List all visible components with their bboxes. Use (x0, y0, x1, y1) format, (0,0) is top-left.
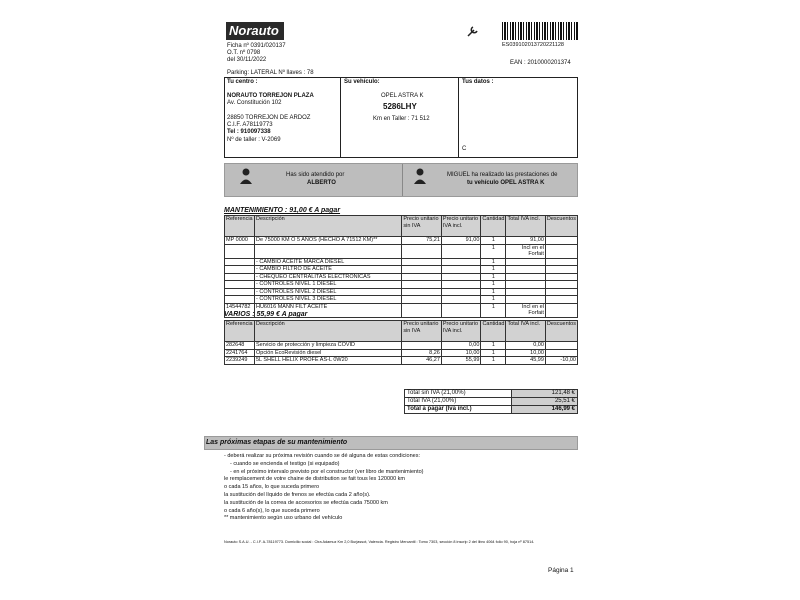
cell-ref: 282648 (225, 342, 255, 350)
table-row (225, 357, 578, 365)
mantenimiento-table (224, 215, 578, 318)
attended-by-label: Has sido atendido por (286, 172, 345, 178)
cell-qty: 1 (481, 303, 506, 317)
cell-total (506, 266, 545, 274)
cell-disc (545, 296, 577, 304)
cell-qty: 1 (481, 357, 506, 365)
cell-qty: 1 (481, 281, 506, 289)
next-steps-title: Las próximas etapas de su mantenimiento (206, 439, 348, 446)
cell-desc: - CAMBIO ACEITE MARCA DIESEL (254, 258, 401, 266)
vehicle-plate: 5286LHY (383, 102, 417, 111)
cell-disc (545, 281, 577, 289)
cell-ref: MP 0000 (225, 237, 255, 245)
mechanic-vehicle: tu vehículo OPEL ASTRA K (467, 180, 545, 186)
cell-disc (545, 273, 577, 281)
cell-p1 (402, 258, 442, 266)
next-step-line: o cada 15 años, lo que suceda primero (224, 484, 320, 491)
varios-table (224, 320, 578, 365)
total-label: Total sin IVA (21,00%) (405, 390, 512, 398)
cell-disc (545, 237, 577, 245)
cell-ref: 2239249 (225, 357, 255, 365)
cell-qty: 1 (481, 349, 506, 357)
datos-partial: C (462, 146, 467, 152)
cell-desc: HU6016 MANN FILT ACEITE (254, 303, 401, 317)
mechanic-label: MIGUEL ha realizado las prestaciones de (447, 172, 558, 178)
cell-disc: -10,00 (545, 357, 577, 365)
next-step-line: - en el próximo intervalo previsto por el constructor (ver libro de mantenimiento) (230, 468, 424, 475)
cell-qty: 1 (481, 273, 506, 281)
cell-total (506, 288, 545, 296)
cell-p2: 0,00 (441, 342, 481, 350)
col-precio-iva: Precio unitario IVA incl. (441, 216, 481, 237)
cell-p1 (402, 244, 442, 258)
barcode-text: ES0391020137202211​28 (502, 42, 564, 48)
cell-desc: - CHEQUEO CENTRALITAS ELECTRÓNICAS (254, 273, 401, 281)
cell-total: Incl en el Forfait (506, 244, 545, 258)
cell-p2 (441, 281, 481, 289)
col-descripcion: Descripción (254, 321, 401, 342)
cell-p1: 75,21 (402, 237, 442, 245)
cell-disc (545, 303, 577, 317)
table-row (225, 244, 578, 258)
next-step-line: o cada 6 año(s), lo que suceda primero (224, 507, 320, 514)
cell-p1 (402, 266, 442, 274)
cell-desc: - CONTROLES NIVEL 1 DIESEL (254, 281, 401, 289)
total-value: 25,51 € (512, 398, 578, 406)
total-row (405, 406, 578, 414)
cell-qty: 1 (481, 266, 506, 274)
cell-p1: 46,27 (402, 357, 442, 365)
col-descuentos: Descuentos (545, 216, 577, 237)
barcode (502, 22, 578, 40)
cell-p2 (441, 273, 481, 281)
cell-total (506, 296, 545, 304)
cell-ref: 14544782 (225, 303, 255, 317)
next-steps-list (224, 453, 424, 523)
cell-total (506, 273, 545, 281)
norauto-logo: Norauto (226, 22, 284, 40)
cell-p1 (402, 296, 442, 304)
col-cantidad: Cantidad (481, 321, 506, 342)
col-descuentos: Descuentos (545, 321, 577, 342)
cell-qty: 1 (481, 244, 506, 258)
datos-title: Tus datos : (462, 79, 494, 85)
cell-p2 (441, 258, 481, 266)
col-cantidad: Cantidad (481, 216, 506, 237)
col-precio-sin-iva: Precio unitario sin IVA (402, 321, 442, 342)
ean-code: EAN : 2010000201374 (510, 60, 571, 66)
table-row (225, 288, 578, 296)
smiley-user-icon (239, 168, 253, 184)
cell-desc: Opción EcoRevisión diesel (254, 349, 401, 357)
table-row (225, 342, 578, 350)
cell-ref (225, 273, 255, 281)
table-row (225, 258, 578, 266)
vehicle-model: OPEL ASTRA K (381, 93, 424, 99)
col-precio-sin-iva: Precio unitario sin IVA (402, 216, 442, 237)
ot-number: O.T. nº 0798 (227, 50, 261, 56)
table-row (225, 237, 578, 245)
cell-disc (545, 349, 577, 357)
centro-name: NORAUTO TORREJON PLAZA (227, 93, 314, 99)
legal-footer: Norauto S.A.U. - C.I.F. A-78119773. Domicilio social : Ctra Adamuz Km 2,0 Burjassot, Valencia. Registro Mercantil : Tomo 7303, sección 8 inscrip 2 del libro 4064 folio 90, hoja nº 87514. (224, 540, 535, 544)
cell-qty: 1 (481, 296, 506, 304)
cell-p1 (402, 288, 442, 296)
total-row (405, 398, 578, 406)
table-row (225, 281, 578, 289)
cell-ref (225, 244, 255, 258)
cell-qty: 1 (481, 288, 506, 296)
next-step-line: - cuando se encienda el testigo (si equipado) (230, 460, 340, 467)
cell-disc (545, 288, 577, 296)
next-step-line: la sustitución del líquido de frenos se efectúa cada 2 año(s). (224, 491, 371, 498)
cell-total: Incl en el Forfait (506, 303, 545, 317)
col-referencia: Referencia (225, 321, 255, 342)
cell-p1 (402, 342, 442, 350)
col-precio-iva: Precio unitario IVA incl. (441, 321, 481, 342)
centro-cif: C.I.F. A78119773 (227, 122, 273, 128)
cell-qty: 1 (481, 258, 506, 266)
cell-p2: 10,00 (441, 349, 481, 357)
cell-disc (545, 258, 577, 266)
cell-qty: 1 (481, 237, 506, 245)
mechanic-icon (413, 168, 427, 184)
cell-total (506, 281, 545, 289)
vehicle-km: Km en Taller : 71 512 (373, 116, 430, 122)
total-label: Total a pagar (Iva incl.) (405, 406, 512, 414)
cell-desc: 5L SHELL HELIX PROFE AS-L 0W20 (254, 357, 401, 365)
cell-p1 (402, 303, 442, 317)
cell-p2 (441, 288, 481, 296)
cell-total: 10,00 (506, 349, 545, 357)
varios-title: VARIOS : 55,99 € A pagar (224, 311, 308, 318)
cell-p2 (441, 266, 481, 274)
cell-p2 (441, 244, 481, 258)
cell-desc: - CAMBIO FILTRO DE ACEITE (254, 266, 401, 274)
cell-desc: De 75000 KM O 5 AÑOS (HECHO A 71512 KM)** (254, 237, 401, 245)
table-row (225, 349, 578, 357)
col-descripcion: Descripción (254, 216, 401, 237)
cell-p2: 55,99 (441, 357, 481, 365)
cell-ref (225, 266, 255, 274)
total-value: 146,99 € (512, 406, 578, 414)
col-total: Total IVA incl. (506, 216, 545, 237)
parking-info: Parking: LATERAL Nº llaves : 78 (227, 70, 314, 76)
col-referencia: Referencia (225, 216, 255, 237)
cell-p2: 91,00 (441, 237, 481, 245)
total-row (405, 390, 578, 398)
cell-desc: - CONTROLES NIVEL 3 DIESEL (254, 296, 401, 304)
ficha-number: Ficha nº 0391/020137 (227, 43, 286, 49)
cell-p1 (402, 281, 442, 289)
centro-taller: Nº de taller : V-2069 (227, 137, 281, 143)
cell-ref (225, 258, 255, 266)
table-header-row (225, 216, 578, 237)
cell-ref (225, 296, 255, 304)
cell-disc (545, 342, 577, 350)
cell-total: 45,99 (506, 357, 545, 365)
cell-desc: Servicio de protección y limpieza COVID (254, 342, 401, 350)
total-value: 121,48 € (512, 390, 578, 398)
cell-p2 (441, 296, 481, 304)
cell-p1 (402, 273, 442, 281)
cell-total: 0,00 (506, 342, 545, 350)
attended-by-name: ALBERTO (307, 180, 336, 186)
totals-table (404, 389, 578, 414)
cell-ref (225, 288, 255, 296)
wrench-icon (466, 24, 480, 38)
table-row (225, 273, 578, 281)
cell-disc (545, 266, 577, 274)
total-label: Total IVA (21,00%) (405, 398, 512, 406)
cell-ref (225, 281, 255, 289)
table-row (225, 296, 578, 304)
cell-qty: 1 (481, 342, 506, 350)
centro-address: Av. Constitución 102 (227, 100, 282, 106)
next-step-line: - deberá realizar su próxima revisión cuando se dé alguna de estas condiciones: (224, 453, 420, 459)
centro-phone: Tel : 910097338 (227, 129, 271, 135)
cell-desc (254, 244, 401, 258)
next-step-line: la sustitución de la correa de accesorios se efectúa cada 75000 km (224, 499, 388, 506)
mantenimiento-title: MANTENIMIENTO : 91,00 € A pagar (224, 207, 341, 214)
cell-disc (545, 244, 577, 258)
order-date: del 30/11/2022 (227, 57, 267, 63)
cell-p1: 8,26 (402, 349, 442, 357)
centro-title: Tu centro : (227, 79, 258, 85)
next-step-line: le remplacement de votre chaine de distribution se fait tous les 120000 km (224, 476, 405, 483)
table-row (225, 266, 578, 274)
table-header-row (225, 321, 578, 342)
cell-total: 91,00 (506, 237, 545, 245)
next-step-line: ** mantenimiento según uso urbano del vehículo (224, 515, 343, 522)
cell-desc: - CONTROLES NIVEL 2 DIESEL (254, 288, 401, 296)
centro-city: 28850 TORREJON DE ARDOZ (227, 115, 311, 121)
page-number: Página 1 (548, 567, 574, 574)
cell-p2 (441, 303, 481, 317)
cell-total (506, 258, 545, 266)
vehiculo-title: Su vehículo: (344, 79, 380, 85)
cell-ref: 2241764 (225, 349, 255, 357)
col-total: Total IVA incl. (506, 321, 545, 342)
